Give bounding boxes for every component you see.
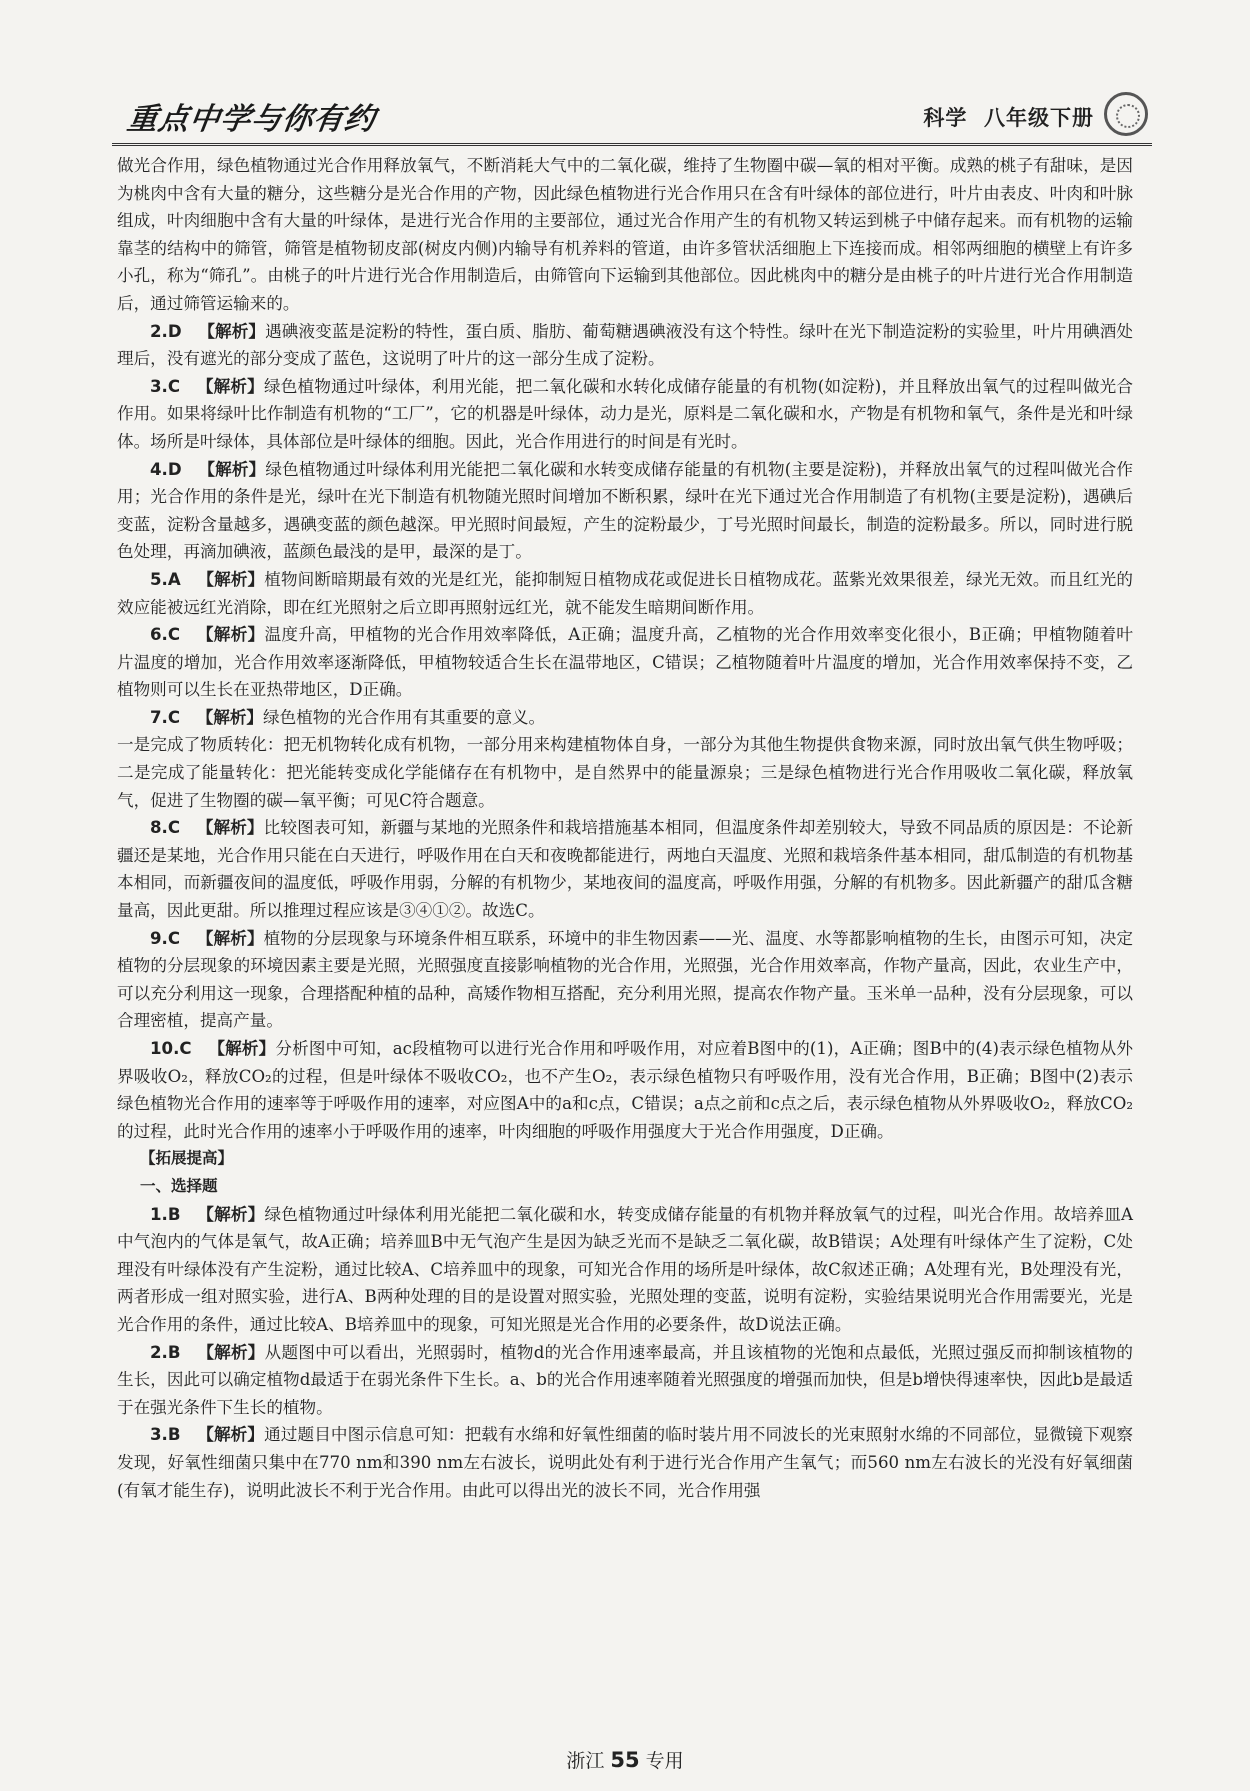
analysis-text: 绿色植物通过叶绿体利用光能把二氧化碳和水，转变成储存能量的有机物并释放氧气的过程，叫光合作用。故培养皿A中气泡内的气体是氧气，故A正确；培养皿B中无气泡产生是因为缺乏光而不是缺乏二氧化碳，故B错误；A处理有叶绿体产生了淀粉，C处理没有叶绿体没有产生淀粉，通过比较A、C培养皿中的现象，可知光合作用的场所是叶绿体，故C叙述正确；A处理有光，B处理没有光，两者形成一组对照实验，进行A、B两种处理的目的是设置对照实验，光照处理的变蓝，说明有淀粉，实验结果说明光合作用需要光，光是光合作用的条件，通过比较A、B培养皿中的现象，可知光照是光合作用的必要条件，故D说法正确。 — [117, 1204, 1134, 1334]
analysis-tag: 【解析】 — [196, 707, 264, 727]
question-number: 2. — [150, 1342, 168, 1362]
question-number: 7. — [150, 707, 168, 727]
analysis-tag: 【解析】 — [198, 459, 266, 479]
analysis-text: 从题图中可以看出，光照弱时，植物d的光合作用速率最高，并且该植物的光饱和点最低，光照过强反而抑制该植物的生长，因此可以确定植物d最适于在弱光条件下生长。a、b的光合作用速率随着光照强度的增强而加快，但是b增快得速率快，因此b是最适于在强光条件下生长的植物。 — [117, 1342, 1134, 1417]
analysis-text: 植物间断暗期最有效的光是红光，能抑制短日植物成花或促进长日植物成花。蓝紫光效果很差，绿光无效。而且红光的效应能被远红光消除，即在红光照射之后立即再照射远红光，就不能发生暗期间断作用。 — [117, 569, 1133, 617]
footer-suffix: 专用 — [645, 1750, 684, 1772]
analysis-tag: 【解析】 — [196, 818, 264, 838]
series-logo-text: 重点中学与你有约 — [125, 102, 378, 137]
body-paragraph: 做光合作用，绿色植物通过光合作用释放氧气，不断消耗大气中的二氧化碳，维持了生物圈中碳—氧的相对平衡。成熟的桃子有甜味，是因为桃肉中含有大量的糖分，这些糖分是光合作用的产物，因此绿色植物进行光合作用只在含有叶绿体的部位进行，叶片由表皮、叶肉和叶脉组成，叶肉细胞中含有大量的叶绿体，是进行光合作用的主要部位，通过光合作用产生的有机物又转运到桃子中储存起来。而有机物的运输靠茎的结构中的筛管，筛管是植物韧皮部(树皮内侧)内输导有机养料的管道，由许多管状活细胞上下连接而成。相邻两细胞的横壁上有许多小孔，称为“筛孔”。由桃子的叶片进行光合作用制造后，由筛管向下运输到其他部位。因此桃肉中的糖分是由桃子的叶片进行光合作用制造后，通过筛管运输来的。 — [117, 156, 1133, 313]
analysis-tag: 【解析】 — [198, 321, 266, 341]
section-heading: 一、选择题 — [140, 1176, 218, 1195]
answer-item — [117, 704, 1133, 732]
analysis-tag: 【解析】 — [197, 1342, 265, 1362]
page-footer — [0, 1746, 1250, 1773]
answer-item — [117, 1339, 1133, 1422]
answer-item — [117, 1201, 1133, 1339]
question-number: 3. — [150, 376, 168, 396]
section-heading: 【拓展提高】 — [140, 1149, 234, 1168]
answer-item — [117, 1421, 1133, 1504]
page-header — [112, 88, 1152, 146]
body-paragraph: 一是完成了物质转化：把无机物转化成有机物，一部分用来构建植物体自身，一部分为其他生物提供食物来源，同时放出氧气供生物呼吸；二是完成了能量转化：把光能转变成化学能储存在有机物中，是自然界中的能量源泉；三是绿色植物进行光合作用吸收二氧化碳，释放氧气，促进了生物圈的碳—氧平衡；可见C符合题意。 — [117, 735, 1133, 810]
answer-letter: C — [167, 928, 181, 948]
answer-letter: B — [167, 1425, 181, 1445]
answer-item — [117, 456, 1133, 566]
analysis-text: 植物的分层现象与环境条件相互联系，环境中的非生物因素——光、温度、水等都影响植物的生长，由图示可知，决定植物的分层现象的环境因素主要是光照，光照强度直接影响植物的光合作用，光照强，光合作用效率高，作物产量高，因此，农业生产中，可以充分利用这一现象，合理搭配种植的品种，高矮作物相互搭配，充分利用光照，提高农作物产量。玉米单一品种，没有分层现象，可以合理密植，提高产量。 — [117, 928, 1134, 1031]
analysis-tag: 【解析】 — [196, 625, 265, 645]
analysis-tag: 【解析】 — [208, 1039, 276, 1058]
answer-explanations — [117, 152, 1133, 1504]
analysis-text: 温度升高，甲植物的光合作用效率降低，A正确；温度升高，乙植物的光合作用效率变化很小，B正确；甲植物随着叶片温度的增加，光合作用效率逐渐降低，甲植物较适合生长在温带地区，C错误；乙植物随着叶片温度的增加，光合作用效率保持不变，乙植物则可以生长在亚热带地区，D正确。 — [117, 625, 1134, 700]
analysis-text: 遇碘液变蓝是淀粉的特性，蛋白质、脂肪、葡萄糖遇碘液没有这个特性。绿叶在光下制造淀粉的实验里，叶片用碘酒处理后，没有遮光的部分变成了蓝色，这说明了叶片的这一部分生成了淀粉。 — [117, 321, 1134, 369]
question-number: 8. — [150, 818, 168, 838]
subject-grade-label: 科学 八年级下册 — [923, 106, 1094, 130]
answer-letter: A — [167, 569, 181, 589]
answer-item — [117, 814, 1133, 924]
answer-letter: C — [167, 818, 181, 838]
school-emblem-icon — [1104, 92, 1148, 136]
answer-letter: D — [167, 321, 182, 341]
analysis-tag: 【解析】 — [196, 928, 264, 948]
footer-region: 浙江 — [566, 1750, 605, 1772]
answer-item — [117, 621, 1133, 704]
analysis-tag: 【解析】 — [196, 376, 264, 396]
answer-letter: C — [167, 376, 181, 396]
analysis-text: 绿色植物通过叶绿体利用光能把二氧化碳和水转变成储存能量的有机物(主要是淀粉)，并释放出氧气的过程叫做光合作用；光合作用的条件是光，绿叶在光下制造有机物随光照时间增加不断积累，绿叶在光下通过光合作用制造了有机物(主要是淀粉)，遇碘后变蓝，淀粉含量越多，遇碘变蓝的颜色越深。甲光照时间最短，产生的淀粉最少，丁号光照时间最长，制造的淀粉最多。所以，同时进行脱色处理，再滴加碘液，蓝颜色最浅的是甲，最深的是丁。 — [117, 459, 1134, 562]
answer-item — [117, 1035, 1133, 1145]
question-number: 4. — [150, 459, 168, 479]
question-number: 10. — [150, 1039, 180, 1058]
analysis-text: 分析图中可知，ac段植物可以进行光合作用和呼吸作用，对应着B图中的(1)，A正确；图B中的(4)表示绿色植物从外界吸收O₂，释放CO₂的过程，但是叶绿体不吸收CO₂，也不产生O₂，表示绿色植物只有呼吸作用，没有光合作用，B正确；B图中(2)表示绿色植物光合作用的速率等于呼吸作用的速率，对应图A中的a和c点，C错误；a点之前和c点之后，表示绿色植物从外界吸收O₂，释放CO₂的过程，此时光合作用的速率小于呼吸作用的速率，叶肉细胞的呼吸作用强度大于光合作用强度，D正确。 — [117, 1039, 1134, 1141]
question-number: 5. — [150, 569, 168, 589]
question-number: 3. — [150, 1425, 168, 1445]
question-number: 6. — [150, 625, 168, 645]
answer-letter: C — [167, 707, 181, 727]
answer-item — [117, 925, 1133, 1035]
analysis-tag: 【解析】 — [197, 1204, 265, 1224]
answer-letter: B — [167, 1342, 181, 1362]
answer-item — [117, 318, 1133, 373]
answer-letter: C — [179, 1039, 192, 1058]
answer-item — [117, 566, 1133, 621]
question-number: 9. — [150, 928, 168, 948]
analysis-tag: 【解析】 — [197, 569, 265, 589]
answer-letter: C — [167, 625, 181, 645]
answer-letter: B — [167, 1204, 181, 1224]
question-number: 1. — [150, 1204, 168, 1224]
analysis-text: 绿色植物的光合作用有其重要的意义。 — [263, 707, 546, 727]
analysis-tag: 【解析】 — [197, 1425, 265, 1445]
page-number: 55 — [610, 1748, 640, 1772]
header-divider — [112, 143, 1152, 146]
answer-letter: D — [167, 459, 182, 479]
analysis-text: 通过题目中图示信息可知：把载有水绵和好氧性细菌的临时装片用不同波长的光束照射水绵的不同部位，显微镜下观察发现，好氧性细菌只集中在770 nm和390 nm左右波长，说明此处有利于进行光合作用产生氧气；而560 nm左右波长的光没有好氧细菌(有氧才能生存)，说明此波长不利于光合作用。由此可以得出光的波长不同，光合作用强 — [117, 1425, 1133, 1500]
analysis-text: 绿色植物通过叶绿体，利用光能，把二氧化碳和水转化成储存能量的有机物(如淀粉)，并且释放出氧气的过程叫做光合作用。如果将绿叶比作制造有机物的“工厂”，它的机器是叶绿体，动力是光，原料是二氧化碳和水，产物是有机物和氧气，条件是光和叶绿体。场所是叶绿体，具体部位是叶绿体的细胞。因此，光合作用进行的时间是有光时。 — [117, 376, 1134, 451]
answer-item — [117, 373, 1133, 456]
analysis-text: 比较图表可知，新疆与某地的光照条件和栽培措施基本相同，但温度条件却差别较大，导致不同品质的原因是：不论新疆还是某地，光合作用只能在白天进行，呼吸作用在白天和夜晚都能进行，两地白天温度、光照和栽培条件基本相同，甜瓜制造的有机物基本相同，而新疆夜间的温度低，呼吸作用弱，分解的有机物少，某地夜间的温度高，呼吸作用强，分解的有机物多。因此新疆产的甜瓜含糖量高，因此更甜。所以推理过程应该是③④①②。故选C。 — [117, 818, 1134, 921]
question-number: 2. — [150, 321, 168, 341]
